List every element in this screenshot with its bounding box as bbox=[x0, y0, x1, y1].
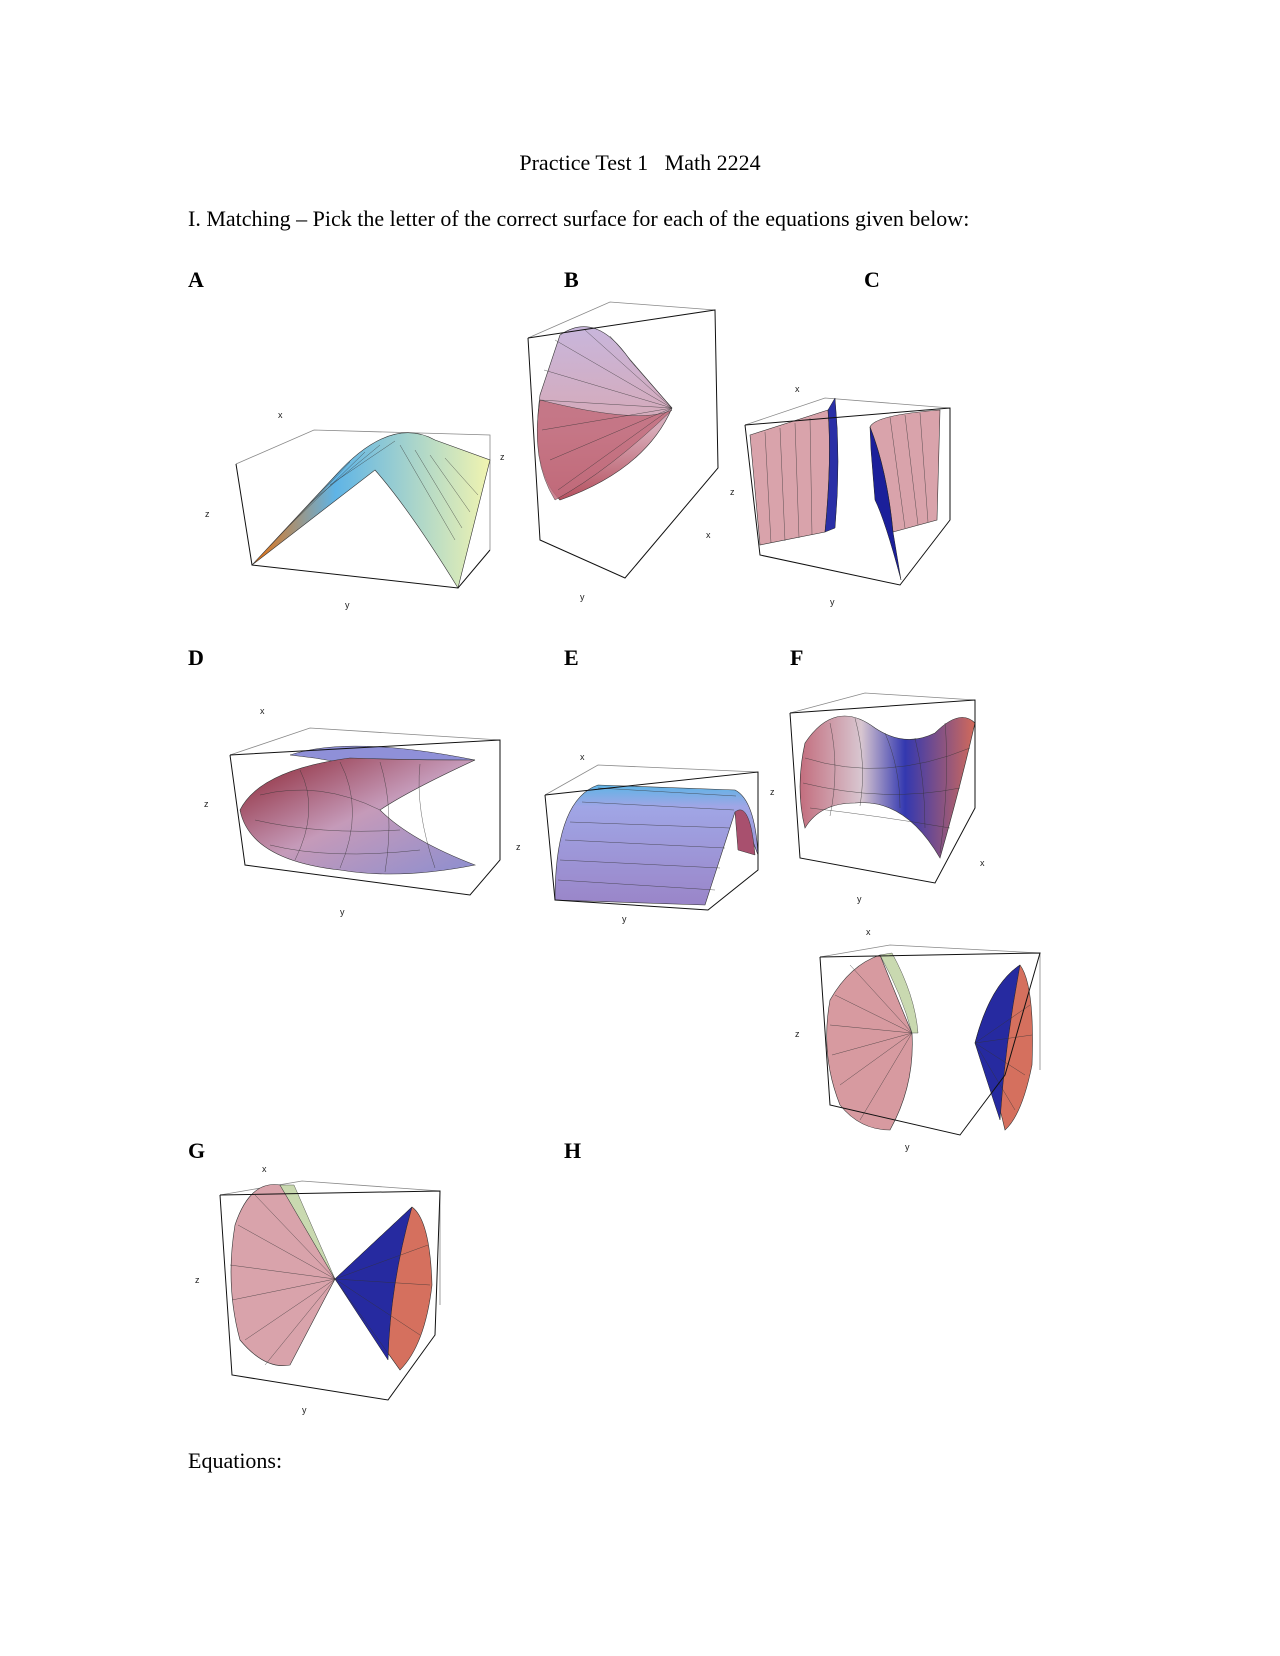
axis-label-x: x bbox=[795, 384, 800, 394]
axis-label-y: y bbox=[345, 600, 350, 610]
page-title: Practice Test 1 Math 2224 bbox=[519, 150, 761, 175]
axis-label-y: y bbox=[830, 597, 835, 607]
surface-c-plot bbox=[725, 380, 965, 610]
surface-e-plot bbox=[510, 740, 780, 925]
axis-label-x: x bbox=[262, 1164, 267, 1174]
surface-d-plot bbox=[200, 700, 510, 930]
letter-a: A bbox=[188, 267, 204, 292]
letter-h: H bbox=[564, 1138, 582, 1163]
surface-f-plot bbox=[785, 688, 1005, 903]
axis-label-z: z bbox=[730, 487, 735, 497]
axis-label-z: z bbox=[770, 787, 775, 797]
letter-g: G bbox=[188, 1138, 206, 1163]
axis-label-x: x bbox=[260, 706, 265, 716]
equations-heading: Equations: bbox=[188, 1448, 283, 1473]
axis-label-z: z bbox=[204, 799, 209, 809]
surface-g-plot bbox=[190, 1165, 450, 1415]
letter-b: B bbox=[564, 267, 579, 292]
axis-label-y: y bbox=[905, 1142, 910, 1152]
matching-instructions: I. Matching – Pick the letter of the correct surface for each of the equations given below: bbox=[188, 206, 970, 231]
axis-label-z: z bbox=[516, 842, 521, 852]
axis-label-x: x bbox=[278, 410, 283, 420]
axis-label-y: y bbox=[857, 894, 862, 904]
axis-label-y: y bbox=[580, 592, 585, 602]
axis-label-x: x bbox=[580, 752, 585, 762]
surface-a-plot bbox=[200, 400, 500, 620]
surface-h-plot bbox=[790, 925, 1040, 1155]
letter-f: F bbox=[790, 645, 804, 670]
axis-label-z: z bbox=[500, 452, 505, 462]
axis-label-x: x bbox=[706, 530, 711, 540]
axis-label-y: y bbox=[340, 907, 345, 917]
axis-label-z: z bbox=[195, 1275, 200, 1285]
letter-c: C bbox=[864, 267, 880, 292]
axis-label-x: x bbox=[866, 927, 871, 937]
axis-label-x: x bbox=[980, 858, 985, 868]
surface-b-plot bbox=[500, 300, 740, 610]
letter-e: E bbox=[564, 645, 579, 670]
axis-label-z: z bbox=[205, 509, 210, 519]
axis-label-y: y bbox=[302, 1405, 307, 1415]
axis-label-y: y bbox=[622, 914, 627, 924]
letter-d: D bbox=[188, 645, 204, 670]
axis-label-z: z bbox=[795, 1029, 800, 1039]
